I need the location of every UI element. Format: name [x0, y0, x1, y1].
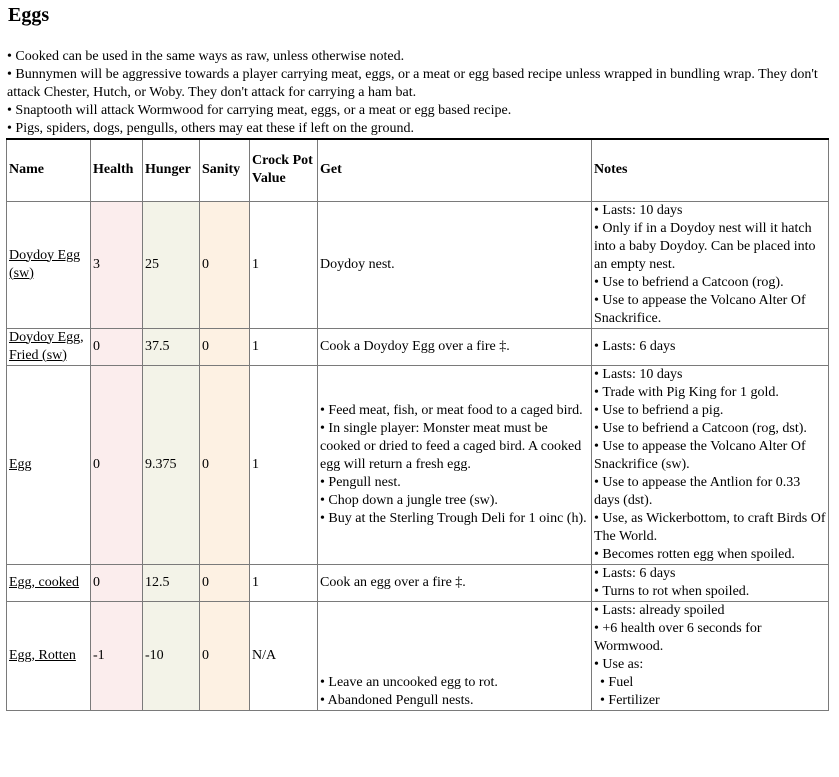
note-line: • Use to befriend a Catcoon (rog, dst). [594, 420, 826, 438]
cell-hunger: -10 [143, 601, 200, 710]
intro-note: • Snaptooth will attack Wormwood for carrying meat, eggs, or a meat or egg based recipe. [7, 102, 833, 120]
cell-sanity: 0 [200, 201, 250, 328]
get-line: • Leave an uncooked egg to rot. [320, 674, 498, 690]
page-title: Eggs [8, 4, 50, 26]
cell-health: 0 [91, 328, 143, 365]
note-line: • Use to appease the Antlion for 0.33 days (dst). [594, 474, 826, 510]
cell-crockpot: 1 [250, 328, 318, 365]
eggs-table [6, 138, 829, 711]
header-hunger: Hunger [143, 139, 200, 201]
get-line: • Abandoned Pengull nests. [320, 692, 474, 708]
header-name: Name [7, 139, 91, 201]
note-line: • Use as: [594, 656, 826, 674]
header-sanity: Sanity [200, 139, 250, 201]
note-line: • Lasts: already spoiled [594, 602, 826, 620]
note-line: • Use, as Wickerbottom, to craft Birds Of The World. [594, 510, 826, 546]
cell-health: -1 [91, 601, 143, 710]
cell-get [318, 328, 592, 365]
note-line: • Becomes rotten egg when spoiled. [594, 546, 826, 564]
cell-notes [592, 328, 829, 365]
intro-note: • Bunnymen will be aggressive towards a player carrying meat, eggs, or a meat or egg based recipe unless wrapped in bundling wrap. They don't attack Chester, Hutch, or Woby. They don't attack for carrying a ham bat. [7, 66, 833, 102]
item-link-egg[interactable]: Egg [9, 456, 32, 472]
item-link-doydoy-egg-fried[interactable]: Doydoy Egg, Fried (sw) [9, 329, 84, 363]
note-line: • +6 health over 6 seconds for Wormwood. [594, 620, 826, 656]
note-line: • Lasts: 10 days [594, 366, 826, 384]
get-line: • In single player: Monster meat must be cooked or dried to feed a caged bird. A cooked egg will return a fresh egg. [320, 420, 582, 472]
cell-crockpot: 1 [250, 201, 318, 328]
get-line: • Feed meat, fish, or meat food to a caged bird. [320, 402, 583, 418]
table-row [7, 201, 829, 328]
note-line: • Turns to rot when spoiled. [594, 583, 826, 601]
note-line: • Lasts: 6 days [594, 565, 826, 583]
table-row [7, 601, 829, 710]
get-line: Doydoy nest. [320, 256, 395, 272]
cell-get [318, 564, 592, 601]
cell-sanity: 0 [200, 365, 250, 564]
get-line: Cook a Doydoy Egg over a fire ‡. [320, 338, 510, 354]
note-line: • Lasts: 6 days [594, 338, 826, 356]
header-health: Health [91, 139, 143, 201]
cell-crockpot: 1 [250, 564, 318, 601]
header-crockpot: Crock Pot Value [250, 139, 318, 201]
note-line: • Use to befriend a Catcoon (rog). [594, 274, 826, 292]
header-notes: Notes [592, 139, 829, 201]
get-line: Cook an egg over a fire ‡. [320, 574, 466, 590]
note-line: • Trade with Pig King for 1 gold. [594, 384, 826, 402]
cell-hunger: 37.5 [143, 328, 200, 365]
note-line: • Use to befriend a pig. [594, 402, 826, 420]
cell-get [318, 365, 592, 564]
intro-note: • Pigs, spiders, dogs, pengulls, others may eat these if left on the ground. [7, 120, 833, 138]
note-line: • Lasts: 10 days [594, 202, 826, 220]
cell-sanity: 0 [200, 328, 250, 365]
item-link-egg-cooked[interactable]: Egg, cooked [9, 574, 79, 590]
cell-name [7, 201, 91, 328]
table-row [7, 365, 829, 564]
note-line: • Only if in a Doydoy nest will it hatch into a baby Doydoy. Can be placed into an empty nest. [594, 220, 826, 274]
cell-notes [592, 201, 829, 328]
cell-hunger: 12.5 [143, 564, 200, 601]
header-get: Get [318, 139, 592, 201]
cell-notes [592, 601, 829, 710]
table-row [7, 328, 829, 365]
cell-sanity: 0 [200, 564, 250, 601]
get-line: • Pengull nest. [320, 474, 401, 490]
cell-notes [592, 564, 829, 601]
cell-health: 0 [91, 365, 143, 564]
get-line: • Buy at the Sterling Trough Deli for 1 oinc (h). [320, 510, 587, 526]
cell-name [7, 328, 91, 365]
item-link-egg-rotten[interactable]: Egg, Rotten [9, 647, 76, 663]
cell-hunger: 9.375 [143, 365, 200, 564]
item-link-doydoy-egg[interactable]: Doydoy Egg (sw) [9, 247, 81, 281]
cell-name [7, 564, 91, 601]
cell-hunger: 25 [143, 201, 200, 328]
note-line: • Use to appease the Volcano Alter Of Snackrifice (sw). [594, 438, 826, 474]
note-subline: • Fuel [594, 674, 826, 692]
intro-notes [6, 48, 833, 138]
get-line: • Chop down a jungle tree (sw). [320, 492, 498, 508]
cell-crockpot: 1 [250, 365, 318, 564]
cell-sanity: 0 [200, 601, 250, 710]
cell-get [318, 601, 592, 710]
cell-health: 0 [91, 564, 143, 601]
cell-health: 3 [91, 201, 143, 328]
table-header-row [7, 139, 829, 201]
cell-notes [592, 365, 829, 564]
note-line: • Use to appease the Volcano Alter Of Snackrifice. [594, 292, 826, 328]
table-row [7, 564, 829, 601]
cell-name [7, 601, 91, 710]
cell-get [318, 201, 592, 328]
intro-note: • Cooked can be used in the same ways as raw, unless otherwise noted. [7, 48, 833, 66]
cell-name [7, 365, 91, 564]
note-subline: • Fertilizer [594, 692, 826, 710]
cell-crockpot: N/A [250, 601, 318, 710]
